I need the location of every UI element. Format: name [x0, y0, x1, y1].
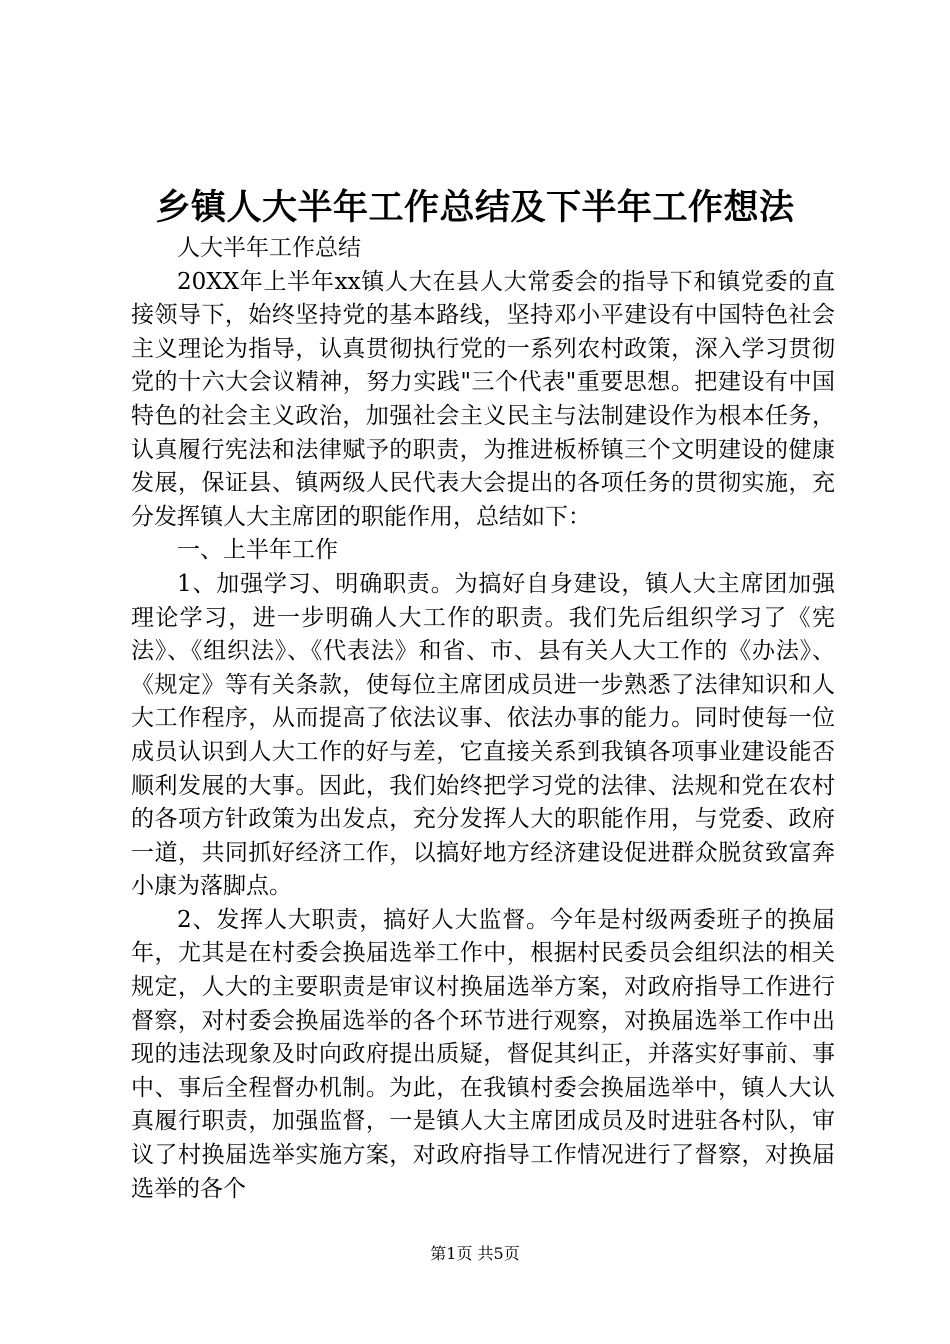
section-heading-first-half: 一、上半年工作 — [177, 537, 338, 564]
paragraph-study: 1、加强学习、明确职责。为搞好自身建设，镇人大主席团加强理论学习，进一步明确人大工作的职责。我们先后组织学习了《宪法》、《组织法》、《代表法》和省、市、县有关人大工作的《办法》、《规定》等有关条款，使每位主席团成员进一步熟悉了法律知识和人大工作程序，从而提高了依法议事、依法办事的能力。同时使每一位成员认识到人大工作的好与差，它直接关系到我镇各项事业建设能否顺利发展的大事。因此，我们始终把学习党的法律、法规和党在农村的各项方针政策为出发点，充分发挥人大的职能作用，与党委、政府一道，共同抓好经济工作，以搞好地方经济建设促进群众脱贫致富奔小康为落脚点。 — [131, 570, 835, 900]
paragraph-intro: 20XX年上半年xx镇人大在县人大常委会的指导下和镇党委的直接领导下，始终坚持党的基本路线，坚持邓小平建设有中国特色社会主义理论为指导，认真贯彻执行党的一系列农村政策，深入学习贯彻党的十六大会议精神，努力实践"三个代表"重要思想。把建设有中国特色的社会主义政治，加强社会主义民主与法制建设作为根本任务，认真履行宪法和法律赋予的职责，为推进板桥镇三个文明建设的健康发展，保证县、镇两级人民代表大会提出的各项任务的贯彻实施，充分发挥镇人大主席团的职能作用，总结如下： — [131, 268, 835, 530]
section-heading-summary: 人大半年工作总结 — [177, 235, 361, 261]
page-footer: 第1页 共5页 — [430, 1244, 520, 1263]
document-body — [131, 232, 835, 1206]
paragraph-supervision: 2、发挥人大职责，搞好人大监督。今年是村级两委班子的换届年，尤其是在村委会换届选举工作中，根据村民委员会组织法的相关规定，人大的主要职责是审议村换届选举方案，对政府指导工作进行督察，对村委会换届选举的各个环节进行观察，对换届选举工作中出现的违法现象及时向政府提出质疑，督促其纠正，并落实好事前、事中、事后全程督办机制。为此，在我镇村委会换届选举中，镇人大认真履行职责，加强监督，一是镇人大主席团成员及时进驻各村队，审议了村换届选举实施方案，对政府指导工作情况进行了督察，对换届选举的各个 — [131, 906, 835, 1202]
document-title: 乡镇人大半年工作总结及下半年工作想法 — [155, 187, 795, 228]
